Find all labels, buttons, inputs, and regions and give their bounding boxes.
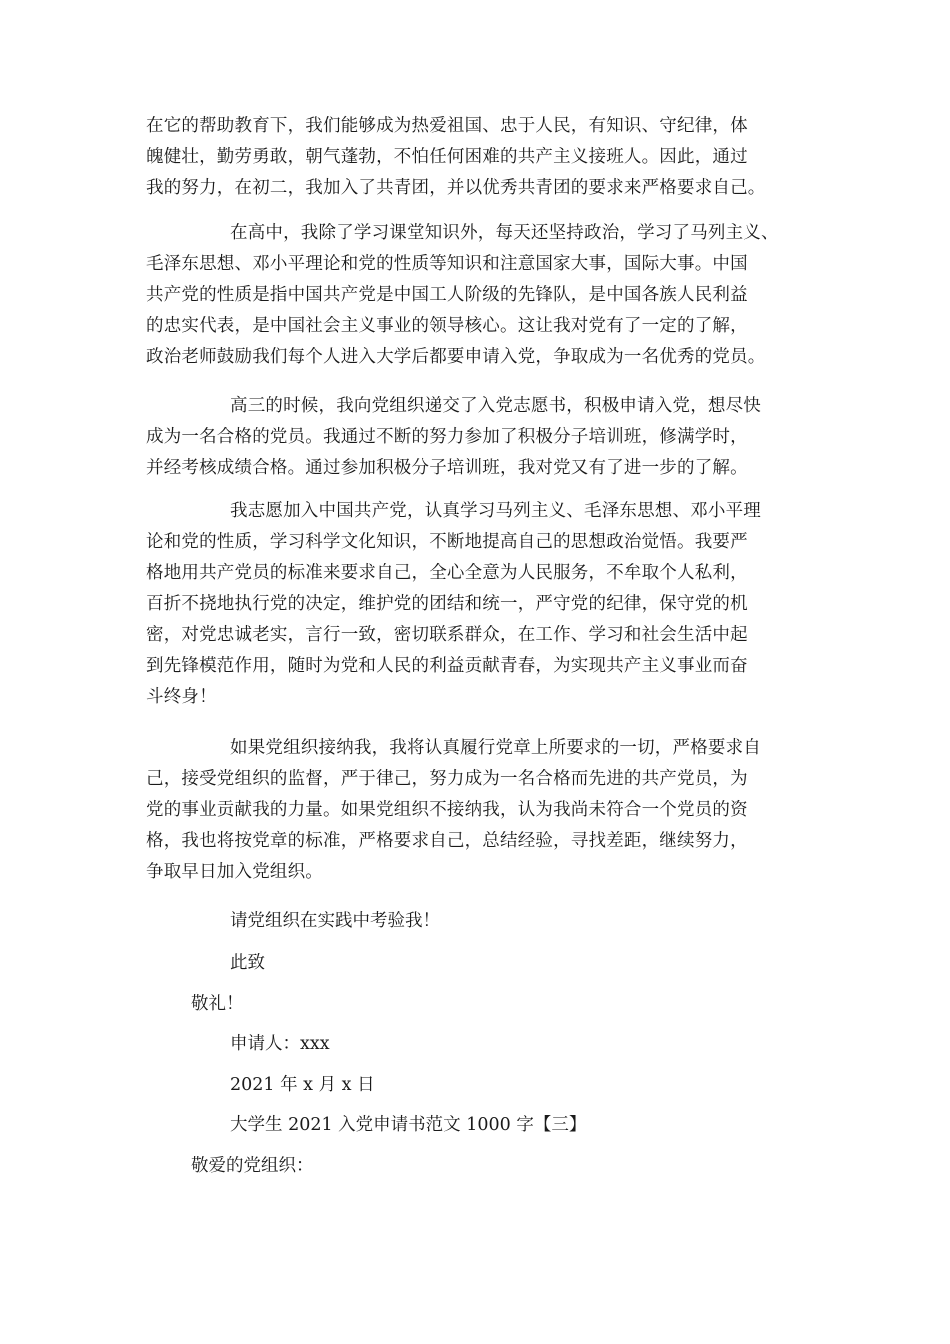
paragraph-line: 在它的帮助教育下，我们能够成为热爱祖国、忠于人民，有知识、守纪律，体 [146, 116, 748, 136]
applicant-signature: 申请人：xxx [230, 1034, 330, 1054]
paragraph-line: 密，对党忠诚老实，言行一致，密切联系群众，在工作、学习和社会生活中起 [146, 625, 748, 645]
paragraph-line: 己，接受党组织的监督，严于律己，努力成为一名合格而先进的共产党员，为 [146, 769, 748, 789]
paragraph-line: 并经考核成绩合格。通过参加积极分子培训班，我对党又有了进一步的了解。 [146, 458, 748, 478]
paragraph-line: 斗终身！ [146, 687, 217, 707]
paragraph-5 [146, 733, 826, 888]
paragraph-line: 到先锋模范作用，随时为党和人民的利益贡献青春，为实现共产主义事业而奋 [146, 656, 748, 676]
closing-request: 请党组织在实践中考验我！ [230, 911, 440, 931]
paragraph-line: 党的事业贡献我的力量。如果党组织不接纳我，认为我尚未符合一个党员的资 [146, 800, 748, 820]
paragraph-line: 高三的时候，我向党组织递交了入党志愿书，积极申请入党，想尽快 [230, 396, 761, 416]
paragraph-line: 争取早日加入党组织。 [146, 862, 323, 882]
paragraph-line: 我志愿加入中国共产党，认真学习马列主义、毛泽东思想、邓小平理 [230, 501, 761, 521]
next-section-title: 大学生 2021 入党申请书范文 1000 字【三】 [230, 1115, 587, 1135]
paragraph-line: 如果党组织接纳我，我将认真履行党章上所要求的一切，严格要求自 [230, 738, 761, 758]
application-date: 2021 年 x 月 x 日 [230, 1075, 375, 1095]
paragraph-3 [146, 391, 826, 484]
paragraph-4 [146, 496, 826, 713]
next-salutation: 敬爱的党组织： [191, 1156, 314, 1176]
paragraph-line: 政治老师鼓励我们每个人进入大学后都要申请入党，争取成为一名优秀的党员。 [146, 347, 766, 367]
paragraph-line: 毛泽东思想、邓小平理论和党的性质等知识和注意国家大事，国际大事。中国 [146, 254, 748, 274]
paragraph-line: 的忠实代表，是中国社会主义事业的领导核心。这让我对党有了一定的了解， [146, 316, 748, 336]
paragraph-line: 格地用共产党员的标准来要求自己，全心全意为人民服务，不牟取个人私利， [146, 563, 748, 583]
paragraph-2 [146, 218, 826, 373]
paragraph-line: 成为一名合格的党员。我通过不断的努力参加了积极分子培训班，修满学时， [146, 427, 748, 447]
paragraph-line: 格，我也将按党章的标准，严格要求自己，总结经验，寻找差距，继续努力， [146, 831, 748, 851]
closing-jingli: 敬礼！ [191, 994, 244, 1014]
paragraph-line: 共产党的性质是指中国共产党是中国工人阶级的先锋队，是中国各族人民利益 [146, 285, 748, 305]
paragraph-line: 在高中，我除了学习课堂知识外，每天还坚持政治，学习了马列主义、 [230, 223, 779, 243]
paragraph-line: 我的努力，在初二，我加入了共青团，并以优秀共青团的要求来严格要求自己。 [146, 178, 766, 198]
closing-cizhi: 此致 [230, 953, 265, 973]
paragraph-1 [146, 111, 826, 204]
paragraph-line: 百折不挠地执行党的决定，维护党的团结和统一，严守党的纪律，保守党的机 [146, 594, 748, 614]
paragraph-line: 论和党的性质，学习科学文化知识，不断地提高自己的思想政治觉悟。我要严 [146, 532, 748, 552]
paragraph-line: 魄健壮，勤劳勇敢，朝气蓬勃，不怕任何困难的共产主义接班人。因此，通过 [146, 147, 748, 167]
